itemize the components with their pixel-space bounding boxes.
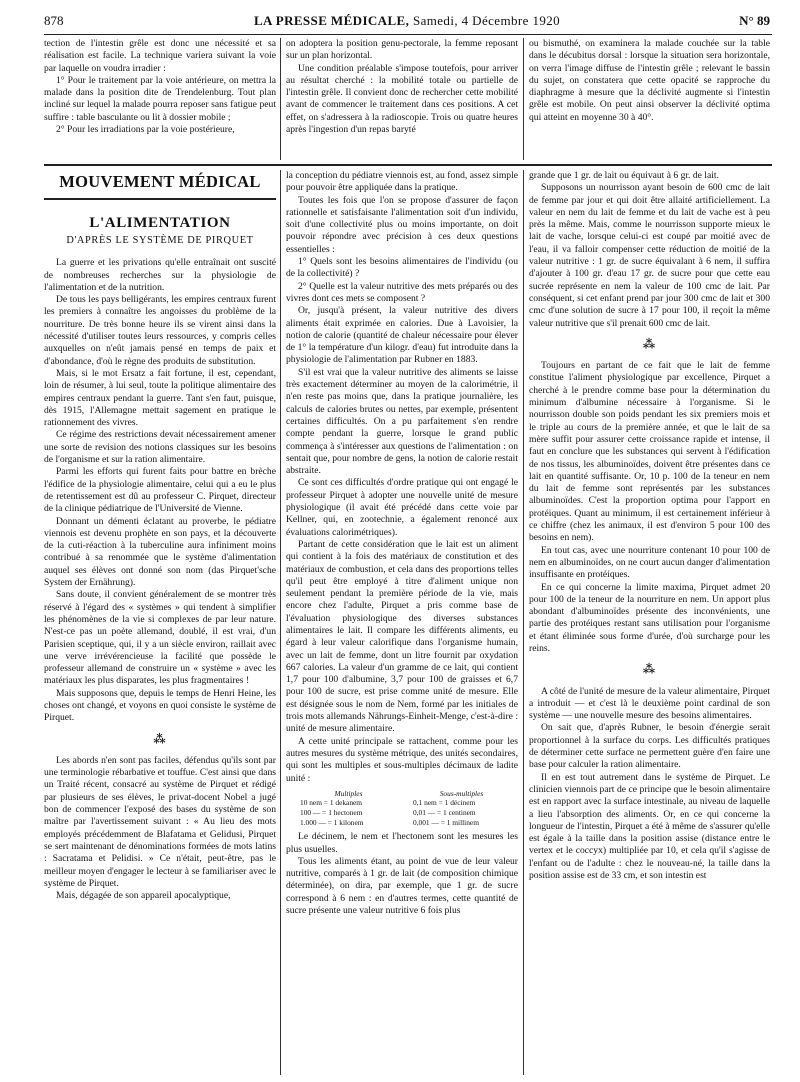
main-column-2: [286, 170, 518, 1075]
paragraph: Mais supposons que, depuis le temps de Henri Heine, les choses ont changé, et voyons en quoi consiste le système de Pirquet.: [44, 687, 276, 724]
issue-number: N° 89: [739, 13, 770, 28]
paragraph: Partant de cette considération que le lait est un aliment qui contient à la fois des matériaux de constitution et des matériaux de combustion, et cela dans des proportions telles qu'il peut être employé à titre d'aliment unique non seulement pendant la première période de la vie, mais encore chez l'adulte, Pirquet a pris comme base de l'évaluation physiologique des diverses substances alimentaires le lait. Il compare les différents aliments, eu égard à leur valeur calorifique dans l'organisme humain, avec un lait de femme, dont un litre fournit par oxydation 667 calories. La valeur d'un gramme de ce lait, qui contient 1,7 pour 100 d'albumine, 3,7 pour 100 de graisses et 6,7 pour 100 de sucre, est prise comme unité de mesure. Elle est désignée sous le nom de Nem, formé par les initiales de trois mots allemands Nährungs-Einheit-Menge, c'est-à-dire : unité de mesure alimentaire.: [286, 538, 518, 735]
units-header-submultiples: Sous-multiples: [439, 788, 484, 798]
paragraph: Or, jusqu'à présent, la valeur nutritive des divers aliments était exprimée en calories. Due à Lavoisier, la notion de calorie (quantité de chaleur nécessaire pour élever de 1° la température d'un kilogr. d'eau) fut introduite dans la physiologie de l'alimentation par Rubner en 1883.: [286, 305, 518, 366]
paragraph: Ce régime des restrictions devait nécessairement amener une sorte de revision des notions classiques sur les besoins de l'organisme et sur la ration alimentaire.: [44, 429, 276, 466]
paragraph: Toutes les fois que l'on se propose d'assurer de façon rationnelle et satisfaisante l'alimentation soit d'un individu, soit d'une collectivité plus ou moins importante, on doit pouvoir répondre avec précision à ces deux questions essentielles :: [286, 194, 518, 255]
units-cell: 10 nem = 1 dekanem: [300, 798, 363, 808]
top-column-3: [529, 38, 770, 158]
section-rule: [44, 164, 772, 166]
paragraph: on adoptera la position genu-pectorale, la femme reposant sur un plan horizontal.: [286, 38, 518, 62]
paragraph: Ce sont ces difficultés d'ordre pratique qui ont engagé le professeur Pirquet à adopter une nouvelle unité de mesure physiologique (il avait été précédé dans cette voie par Kellner, qui, en zootechnie, a également renoncé aux évaluations calorimétriques).: [286, 477, 518, 538]
paragraph: grande que 1 gr. de lait ou équivaut à 6 gr. de lait.: [529, 170, 719, 181]
units-cell: 0,1 nem = 1 décinem: [413, 798, 476, 808]
units-cell: 1.000 — = 1 kilonem: [300, 817, 364, 827]
units-cell: 100 — = 1 hectonem: [300, 808, 363, 818]
paragraph: 2° Pour les irradiations par la voie postérieure,: [56, 124, 235, 136]
paragraph: A cette unité principale se rattachent, comme pour les autres mesures du système métrique, des unités secondaires, qui sont les multiples et sous-multiples décimaux de ladite unité :: [286, 735, 518, 784]
header-rule: [44, 34, 772, 35]
units-table: [292, 789, 518, 827]
top-column-2: [286, 38, 518, 158]
paragraph: La guerre et les privations qu'elle entraînait ont suscité de nombreuses recherches sur la physiologie de l'alimentation et de la nutrition.: [44, 257, 276, 293]
column-divider: [523, 170, 524, 1075]
paragraph: A côté de l'unité de mesure de la valeur alimentaire, Pirquet a introduit — et c'est là le deuxième point cardinal de son système — une nouvelle mesure des besoins alimentaires.: [529, 685, 770, 722]
asterism: ⁂: [153, 731, 167, 746]
paragraph: Les abords n'en sont pas faciles, défendus qu'ils sont par une terminologie rébarbative et touffue. C'est ainsi que dans un Traité récent, consacré au système de Pirquet et rédigé par plusieurs de ses élèves, le privat-docent Nobel a jugé bon de commencer l'exposé des bases du système de son maître par l'avertissement suivant : « Au lieu des mots employés précédemment de Blafatama et Gelidusi, Pirquet se sert maintenant de dénominations formées de mots latins : Sacratama et Pelidisi. » Ce n'était, peut-être, pas le meilleur moyen d'engager le lecteur à se familiariser avec le système de Pirquet.: [44, 754, 276, 889]
paragraph: 1° Pour le traitement par la voie antérieure, on mettra la malade dans la position dite de Trendelenburg. Tout plan incliné sur lequel la malade pourra reposer sans fatigue peut suffire : table basculante ou lit à dossier mobile ;: [44, 74, 276, 123]
asterism: ⁂: [642, 336, 657, 351]
paragraph: Mais, dégagée de son appareil apocalyptique,: [56, 890, 231, 902]
paragraph: En tout cas, avec une nourriture contenant 10 pour 100 de nem en albuminoïdes, on ne court aucun danger d'alimentation insuffisante en protéiques.: [529, 544, 770, 581]
units-table-header: [292, 789, 518, 799]
column-divider: [523, 38, 524, 160]
paragraph: En ce qui concerne la limite maxima, Pirquet admet 20 pour 100 de la teneur de la nourriture en nem. Un apport plus abondant d'albuminoïdes présente des inconvénients, une partie des protéiques restant sans utilisation pour l'organisme et étant éliminée sous forme d'urée, d'où surcharge pour les reins.: [529, 581, 770, 654]
page-header: [44, 13, 770, 33]
paragraph: Toujours en partant de ce fait que le lait de femme constitue l'aliment physiologique par excellence, Pirquet a cherché à le prendre comme base pour la détermination du minimum d'albumine nécessaire à l'organisme. Si le nourrisson double son poids pendant les six premiers mois et le triple au cours de la première année, et que le lait de sa mère suffit pour assurer cette croissance rapide et intense, il faut en conclure que les substances qui servent à l'édification de nos tissus, les albuminoïdes, doivent être présentes dans ce lait en quantité suffisante. Or, 10 p. 100 de la teneur en nem du lait de femme sont représentés par les substances albuminoïdes. C'est la proportion optima pour l'apport en protéiques. Quant au minimum, il est certainement inférieur à ce chiffre (chez les animaux, il est d'environ 5 pour 100 des besoins en nem).: [529, 360, 770, 544]
main-column-3: [529, 170, 770, 1075]
paragraph: Il en est tout autrement dans le système de Pirquet. Le clinicien viennois part de ce principe que le besoin alimentaire est en rapport avec la surface intestinale, au niveau de laquelle a lieu l'absorption des aliments. Or, en ce qui concerne la longueur de l'intestin, Pirquet a été à même de s'assurer qu'elle est égale à la taille dans la position assise (distance entre le vertex et le coccyx) multipliée par 10, et cela qu'il s'agisse de l'enfant ou de l'adulte : chez le nouveau-né, la taille dans la position assise est de 33 cm, et son intestin est: [529, 771, 770, 882]
paragraph: Mais, si le mot Ersatz a fait fortune, il est, cependant, loin de résumer, à lui seul, toute la politique alimentaire des empires centraux pendant la guerre. Tant s'en faut, puisque, dès 1915, l'Allemagne mettait sagement en pratique le rationnement des vivres.: [44, 367, 276, 429]
paragraph: Le décinem, le nem et l'hectonem sont les mesures les plus usuelles.: [286, 831, 518, 855]
paragraph: 1° Quels sont les besoins alimentaires de l'individu (ou de la collectivité) ?: [286, 256, 518, 280]
issue-date: Samedi, 4 Décembre 1920: [412, 13, 561, 28]
paragraph: Une condition préalable s'impose toutefois, pour arriver au résultat cherché : la mobilité totale ou partielle de l'intestin grêle. Il convient donc de rechercher cette mobilité avant de commencer le traitement dans ces positions. A cet effet, on s'adressera à la radioscopie. Trois ou quatre heures après l'ingestion d'un repas baryté: [286, 62, 518, 136]
units-table-row: [292, 798, 518, 808]
paragraph: On sait que, d'après Rubner, le besoin d'énergie serait proportionnel à la surface du corps. Les difficultés pratiques de déterminer cette surface ne permettent guère d'en faire une base pour calculer la ration alimentaire.: [529, 722, 770, 771]
asterism: ⁂: [642, 662, 657, 677]
column-divider: [280, 170, 281, 1075]
paragraph: ou bismuthé, on examinera la malade couchée sur la table dans le décubitus dorsal : lorsque la situation sera horizontale, on verra l'image diffuse de l'intestin grêle ; relevant le bassin du sujet, on constatera que cette opacité se rapproche du diaphragme à mesure que la déclivité augmente si l'intestin grêle est mobile. On peut ainsi observer la déclivité optima qui atteint en moyenne 30 à 40°.: [529, 38, 770, 123]
units-table-row: [292, 808, 518, 818]
paragraph: la conception du pédiatre viennois est, au fond, assez simple pour pouvoir être appliquée dans la pratique.: [286, 170, 518, 194]
units-header-multiples: Multiples: [334, 788, 363, 798]
paragraph: Supposons un nourrisson ayant besoin de 600 cmc de lait de femme par jour et qui doit être allaité artificiellement. La valeur en nem du lait de femme et du lait de vache est à peu près la même. Mais, comme le nourrisson supporte mieux le lait de vache, lorsque celui-ci est coupé par moitié avec de l'eau, il va falloir compenser cette réduction de moitié de la valeur nutritive : 1 gr. de sucre équivalant à 6 nem, il suffira d'ajouter à 100 gr. d'eau 17 gr. de sucre pour que cette eau sucrée représente en nem la valeur de 100 cmc de lait. Par conséquent, si cet enfant prend par jour 300 cmc de lait et 300 cmc d'une solution de sucre à 17 pour 100, il reçoit la même valeur nutritive que s'il prenait 600 cmc de lait.: [529, 182, 770, 329]
paragraph: tection de l'intestin grêle est donc une nécessité et sa réalisation est facile. La technique variera suivant la voie par laquelle on voudra irradier :: [44, 38, 276, 74]
section-heading: MOUVEMENT MÉDICAL: [59, 172, 261, 191]
article-title: L'ALIMENTATION: [89, 215, 231, 231]
journal-title: LA PRESSE MÉDICALE,: [253, 13, 410, 28]
paragraph: De tous les pays belligérants, les empires centraux furent les premiers à connaître les angoisses du problème de la nourriture. De très bonne heure ils se virent ainsi dans la nécessité d'utiliser toutes leurs ressources, y compris celles auxquelles on n'eût jamais pensé en temps de paix et d'abondance, d'où le règne des produits de substitution.: [44, 294, 276, 367]
units-table-row: [292, 818, 518, 828]
column-divider: [280, 38, 281, 160]
paragraph: Sans doute, il convient généralement de se montrer très réservé à l'égard des « systèmes » qui tendent à simplifier les phénomènes de la vie si complexes de par leur nature. N'est-ce pas un poète allemand, doublé, il est vrai, d'un Parisien sceptique, qui, il y a un siècle environ, raillait avec une verve irrévérencieuse la facilité que possède le professeur allemand de construire un « système » avec les matériaux les plus disparates, les plus fragmentaires !: [44, 589, 276, 687]
units-cell: 0,01 — = 1 centinem: [413, 808, 476, 818]
top-column-1: [44, 38, 276, 158]
units-cell: 0,001 — = 1 millinem: [413, 817, 479, 827]
journal-title-line: [44, 13, 770, 29]
paragraph: S'il est vrai que la valeur nutritive des aliments se laisse très exactement déterminer au moyen de la calorimétrie, il n'en reste pas moins que, dans la pratique journalière, les calculs de calories brutes ou nettes, par exemple, présentent certaines difficultés. On a pu parfaitement s'en rendre compte pendant la guerre, lorsque le grand public commença à s'intéresser aux questions de l'alimentation : on sentait que, pour nombre de gens, la notion de calorie restait abstraite.: [286, 366, 518, 477]
paragraph: Donnant un démenti éclatant au proverbe, le pédiatre viennois est devenu prophète en son pays, et la découverte de la cuti-réaction à la tuberculine aura infiniment moins contribué à sa renommée que le système d'alimentation auquel ses élèves ont donné son nom (das Pirquet'sche System der Ernährung).: [44, 515, 276, 589]
paragraph: Tous les aliments étant, au point de vue de leur valeur nutritive, comparés à 1 gr. de lait (de composition chimique déterminée), on dira, par exemple, que 1 gr. de sucre correspond à 6 nem : en d'autres termes, cette quantité de sucre présente une valeur nutritive 6 fois plus: [286, 855, 518, 916]
main-column-1: [44, 170, 276, 1075]
article-subtitle: D'APRÈS LE SYSTÈME DE PIRQUET: [66, 235, 254, 246]
paragraph: Parmi les efforts qui furent faits pour battre en brèche l'édifice de la physiologie alimentaire, celui qui a eu le plus de retentissement est dû au professeur C. Pirquet, directeur de la clinique pédiatrique de l'Université de Vienne.: [44, 466, 276, 515]
page-number: 878: [44, 13, 64, 28]
heading-rule: [44, 198, 276, 200]
paragraph: 2° Quelle est la valeur nutritive des mets préparés ou des vivres dont ces mets se composent ?: [286, 280, 518, 304]
